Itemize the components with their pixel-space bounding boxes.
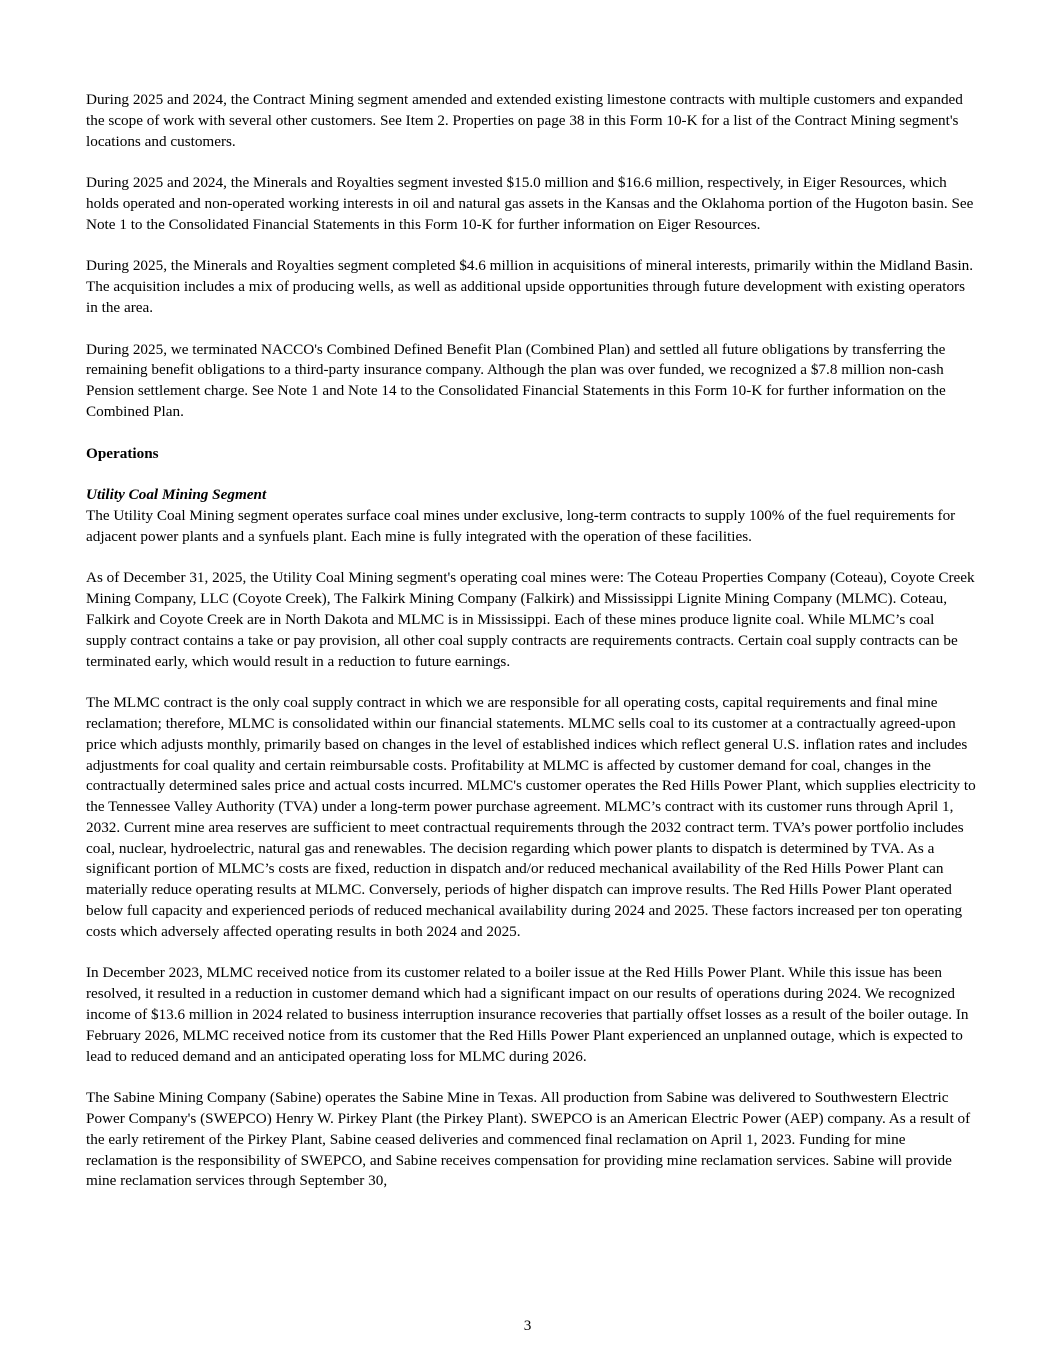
paragraph-combined-plan: During 2025, we terminated NACCO's Combined Defined Benefit Plan (Combined Plan) and settled all future obligations by transferring the remaining benefit obligations to a third-party insurance company. Although the plan was over funded, we recognized a $7.8 million non-cash Pension settlement charge. See Note 1 and Note 14 to the Consolidated Financial Statements in this Form 10-K for further information on the Combined Plan. [86,340,946,420]
paragraph-utility-overview: The Utility Coal Mining segment operates surface coal mines under exclusive, long-term contracts to supply 100% of the fuel requirements for adjacent power plants and a synfuels plant. Each mine is fully integrated with the operation of these facilities. [86,506,956,545]
paragraph-mineral-acquisitions: During 2025, the Minerals and Royalties segment completed $4.6 million in acquisitions of mineral interests, primarily within the Midland Basin. The acquisition includes a mix of producing wells, as well as additional upside opportunities through future development with existing operators in the area. [86,257,974,316]
paragraph-contract-mining: During 2025 and 2024, the Contract Mining segment amended and extended existing limestone contracts with multiple customers and expanded the scope of work with several other customers. See Item 2. Properties on page 38 in this Form 10-K for a list of the Contract Mining segment's locations and customers. [86,91,963,150]
paragraph-operating-mines: As of December 31, 2025, the Utility Coal Mining segment's operating coal mines were: The Coteau Properties Company (Coteau), Coyote Creek Mining Company, LLC (Coyote Creek), The Falkirk Mining Company (Falkirk) and Mississippi Lignite Mining Company (MLMC). Coteau, Falkirk and Coyote Creek are in North Dakota and MLMC is in Mississippi. Each of these mines produce lignite coal. While MLMC’s coal supply contract contains a take or pay provision, all other coal supply contracts are requirements contracts. Certain coal supply contracts can be terminated early, which would result in a reduction to future earnings. [86,569,975,670]
section-heading-operations: Operations [86,444,159,462]
page-number: 3 [523,1317,532,1334]
subheading-utility-coal-mining: Utility Coal Mining Segment [86,486,267,504]
paragraph-eiger-resources: During 2025 and 2024, the Minerals and Royalties segment invested $15.0 million and $16.6 million, respectively, in Eiger Resources, which holds operated and non-operated working interests in oil and natural gas assets in the Kansas and the Oklahoma portion of the Hugoton basin. See Note 1 to the Consolidated Financial Statements in this Form 10-K for further information on Eiger Resources. [86,174,974,233]
document-body [86,90,976,1213]
paragraph-boiler-issue: In December 2023, MLMC received notice from its customer related to a boiler issue at the Red Hills Power Plant. While this issue has been resolved, it resulted in a reduction in customer demand which had a significant impact on our results of operations during 2024. We recognized income of $13.6 million in 2024 related to business interruption insurance recoveries that partially offset losses as a result of the boiler outage. In February 2026, MLMC received notice from its customer that the Red Hills Power Plant experienced an unplanned outage, which is expected to lead to reduced demand and an anticipated operating loss for MLMC during 2026. [86,964,969,1065]
paragraph-sabine-mine: The Sabine Mining Company (Sabine) operates the Sabine Mine in Texas. All production from Sabine was delivered to Southwestern Electric Power Company's (SWEPCO) Henry W. Pirkey Plant (the Pirkey Plant). SWEPCO is an American Electric Power (AEP) company. As a result of the early retirement of the Pirkey Plant, Sabine ceased deliveries and commenced final reclamation on April 1, 2023. Funding for mine reclamation is the responsibility of SWEPCO, and Sabine receives compensation for providing mine reclamation services. Sabine will provide mine reclamation services through September 30, [86,1089,971,1190]
paragraph-mlmc-contract: The MLMC contract is the only coal supply contract in which we are responsible for all operating costs, capital requirements and final mine reclamation; therefore, MLMC is consolidated within our financial statements. MLMC sells coal to its customer at a contractually agreed-upon price which adjusts monthly, primarily based on changes in the level of established indices which reflect general U.S. inflation rates and includes adjustments for coal quality and certain reimbursable costs. Profitability at MLMC is affected by customer demand for coal, changes in the contractually determined sales price and actual costs incurred. MLMC's customer operates the Red Hills Power Plant, which supplies electricity to the Tennessee Valley Authority (TVA) under a long-term power purchase agreement. MLMC’s contract with its customer runs through April 1, 2032. Current mine area reserves are sufficient to meet contractual requirements through the 2032 contract term. TVA’s power portfolio includes coal, nuclear, hydroelectric, natural gas and renewables. The decision regarding which power plants to dispatch is determined by TVA. As a significant portion of MLMC’s costs are fixed, reduction in dispatch and/or reduced mechanical availability of the Red Hills Power Plant can materially reduce operating results at MLMC. Conversely, periods of higher dispatch can improve results. The Red Hills Power Plant operated below full capacity and experienced periods of reduced mechanical availability during 2024 and 2025. These factors increased per ton operating costs which adversely affected operating results in both 2024 and 2025. [86,694,976,940]
